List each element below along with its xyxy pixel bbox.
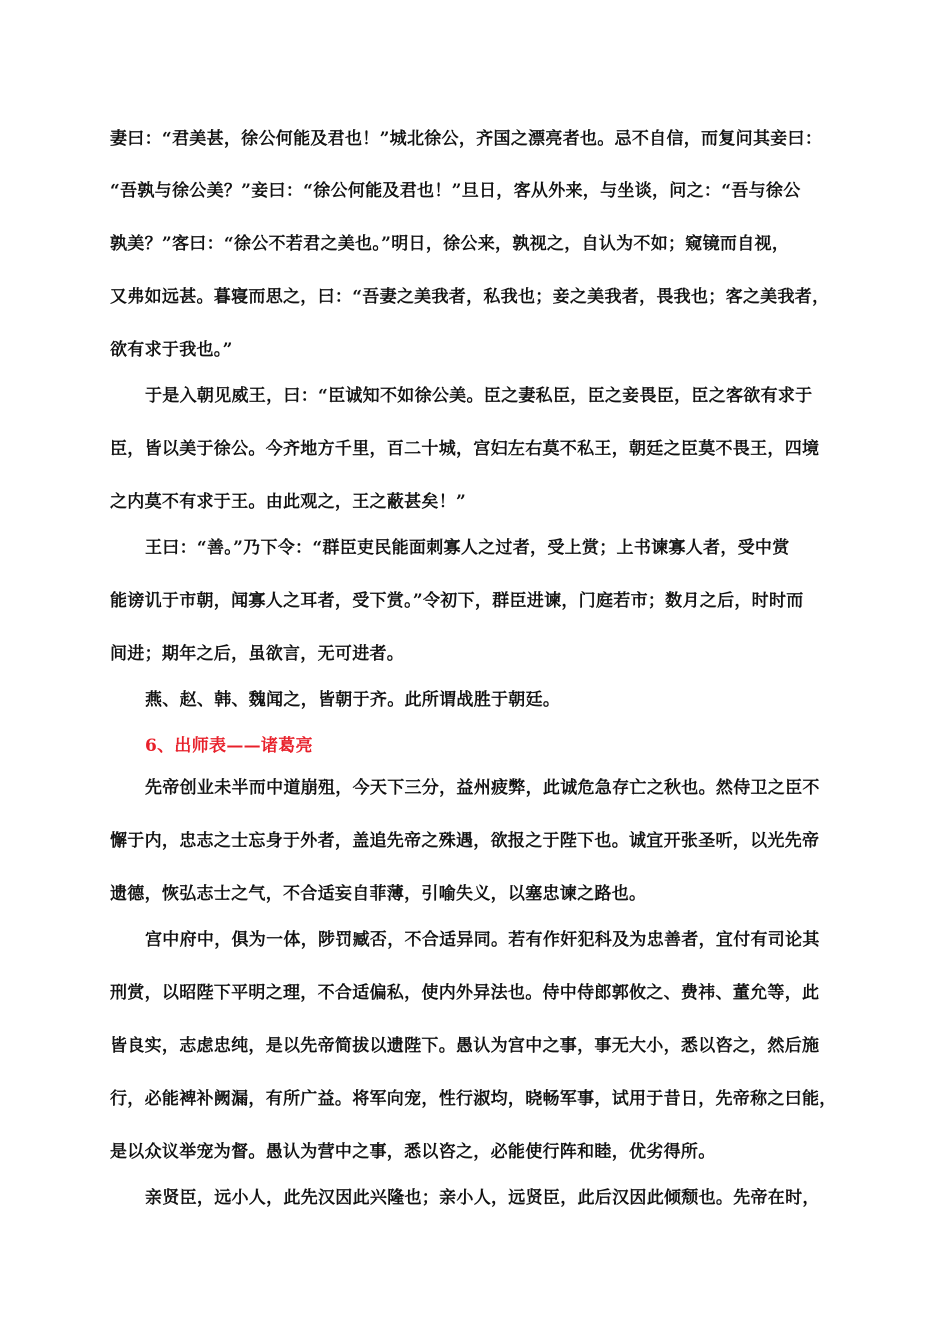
text-line: 欲有求于我也。” [110, 340, 233, 360]
text-line: 亲贤臣，远小人，此先汉因此兴隆也；亲小人，远贤臣，此后汉因此倾颓也。先帝在时， [145, 1188, 820, 1208]
text-line: 懈于内，忠志之士忘身于外者，盖追先帝之殊遇，欲报之于陛下也。诚宜开张圣听，以光先帝 [110, 831, 820, 851]
text-line: 又弗如远甚。暮寝而思之，曰：“吾妻之美我者，私我也；妾之美我者，畏我也；客之美我者， [110, 287, 830, 307]
text-line: 孰美？”客曰：“徐公不若君之美也。”明日，徐公来，孰视之，自认为不如；窥镜而自视， [110, 234, 790, 254]
text-line: 燕、赵、韩、魏闻之，皆朝于齐。此所谓战胜于朝廷。 [145, 690, 561, 710]
text-line: “吾孰与徐公美？”妾曰：“徐公何能及君也！”旦日，客从外来，与坐谈，问之：“吾与徐公 [110, 181, 801, 201]
text-line: 行，必能裨补阙漏，有所广益。将军向宠，性行淑均，晓畅军事，试用于昔日，先帝称之曰能， [110, 1089, 837, 1109]
text-line: 能谤讥于市朝，闻寡人之耳者，受下赏。”令初下，群臣进谏，门庭若市；数月之后，时时而 [110, 591, 804, 611]
text-line: 臣，皆以美于徐公。今齐地方千里，百二十城，宫妇左右莫不私王，朝廷之臣莫不畏王，四境 [110, 439, 820, 459]
text-line: 于是入朝见威王，曰：“臣诚知不如徐公美。臣之妻私臣，臣之妾畏臣，臣之客欲有求于 [145, 386, 813, 406]
text-line: 妻曰：“君美甚，徐公何能及君也！”城北徐公，齐国之漂亮者也。忌不自信，而复问其妾曰： [110, 129, 823, 149]
text-line: 刑赏，以昭陛下平明之理，不合适偏私，使内外异法也。侍中侍郎郭攸之、费祎、董允等，此 [110, 983, 820, 1003]
text-line: 王曰：“善。”乃下令：“群臣吏民能面刺寡人之过者，受上赏；上书谏寡人者，受中赏 [145, 538, 790, 558]
text-line: 遗德，恢弘志士之气，不合适妄自菲薄，引喻失义，以塞忠谏之路也。 [110, 884, 647, 904]
text-line: 宫中府中，俱为一体，陟罚臧否，不合适异同。若有作奸犯科及为忠善者，宜付有司论其 [145, 930, 820, 950]
section-heading: 6、出师表——诸葛亮 [145, 736, 313, 756]
text-line: 之内莫不有求于王。由此观之，王之蔽甚矣！” [110, 492, 467, 512]
text-line: 间进；期年之后，虽欲言，无可进者。 [110, 644, 405, 664]
text-line: 是以众议举宠为督。愚认为营中之事，悉以咨之，必能使行阵和睦，优劣得所。 [110, 1142, 716, 1162]
text-line: 皆良实，志虑忠纯，是以先帝简拔以遗陛下。愚认为宫中之事，事无大小，悉以咨之，然后施 [110, 1036, 820, 1056]
text-line: 先帝创业未半而中道崩殂，今天下三分，益州疲弊，此诚危急存亡之秋也。然侍卫之臣不 [145, 778, 820, 798]
